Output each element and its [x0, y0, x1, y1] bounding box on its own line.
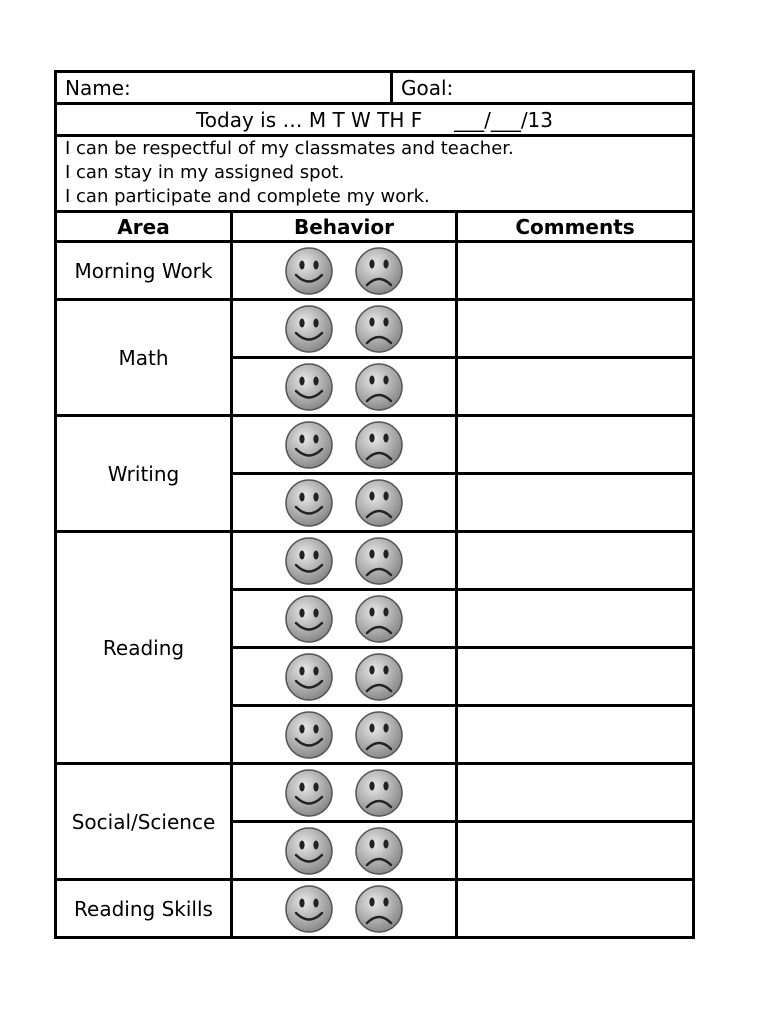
- area-label: Writing: [56, 416, 232, 532]
- goal-statement: I can be respectful of my classmates and teacher.: [65, 138, 514, 159]
- area-label: Reading Skills: [56, 880, 232, 938]
- comments-cell[interactable]: [457, 764, 694, 822]
- frowny-face-icon[interactable]: [354, 884, 404, 934]
- area-label: Math: [56, 300, 232, 416]
- smiley-face-icon[interactable]: [284, 304, 334, 354]
- today-row: [56, 104, 694, 136]
- frowny-face-icon[interactable]: [354, 246, 404, 296]
- goal-label: Goal:: [401, 75, 454, 100]
- smiley-face-icon[interactable]: [284, 246, 334, 296]
- goals-box: [56, 136, 694, 212]
- name-label: Name:: [65, 75, 131, 100]
- table-row: [56, 416, 694, 474]
- smiley-face-icon[interactable]: [284, 884, 334, 934]
- smiley-face-icon[interactable]: [284, 826, 334, 876]
- behavior-chart-sheet: [54, 70, 692, 939]
- behavior-cell: [232, 300, 457, 358]
- comments-cell[interactable]: [457, 358, 694, 416]
- smiley-face-icon[interactable]: [284, 420, 334, 470]
- smiley-face-icon[interactable]: [284, 362, 334, 412]
- frowny-face-icon[interactable]: [354, 826, 404, 876]
- comments-cell[interactable]: [457, 706, 694, 764]
- smiley-face-icon[interactable]: [284, 652, 334, 702]
- frowny-face-icon[interactable]: [354, 304, 404, 354]
- area-label: Social/Science: [56, 764, 232, 880]
- comments-cell[interactable]: [457, 590, 694, 648]
- behavior-cell: [232, 474, 457, 532]
- table-row: [56, 300, 694, 358]
- column-header-comments: Comments: [457, 212, 694, 242]
- comments-cell[interactable]: [457, 648, 694, 706]
- behavior-cell: [232, 416, 457, 474]
- comments-cell[interactable]: [457, 532, 694, 590]
- frowny-face-icon[interactable]: [354, 768, 404, 818]
- comments-cell[interactable]: [457, 300, 694, 358]
- comments-cell[interactable]: [457, 880, 694, 938]
- behavior-cell: [232, 242, 457, 300]
- goal-field[interactable]: [392, 72, 694, 104]
- area-label: Morning Work: [56, 242, 232, 300]
- smiley-face-icon[interactable]: [284, 768, 334, 818]
- table-row: [56, 532, 694, 590]
- column-header-area: Area: [56, 212, 232, 242]
- frowny-face-icon[interactable]: [354, 420, 404, 470]
- comments-cell[interactable]: [457, 416, 694, 474]
- comments-cell[interactable]: [457, 242, 694, 300]
- smiley-face-icon[interactable]: [284, 594, 334, 644]
- table-row: [56, 242, 694, 300]
- column-header-behavior: Behavior: [232, 212, 457, 242]
- behavior-cell: [232, 532, 457, 590]
- smiley-face-icon[interactable]: [284, 478, 334, 528]
- goal-statement: I can participate and complete my work.: [65, 186, 430, 207]
- comments-cell[interactable]: [457, 474, 694, 532]
- smiley-face-icon[interactable]: [284, 710, 334, 760]
- frowny-face-icon[interactable]: [354, 362, 404, 412]
- smiley-face-icon[interactable]: [284, 536, 334, 586]
- behavior-cell: [232, 880, 457, 938]
- behavior-cell: [232, 648, 457, 706]
- frowny-face-icon[interactable]: [354, 536, 404, 586]
- frowny-face-icon[interactable]: [354, 594, 404, 644]
- name-field[interactable]: [56, 72, 392, 104]
- table-row: [56, 880, 694, 938]
- behavior-table: [54, 210, 695, 939]
- behavior-cell: [232, 358, 457, 416]
- frowny-face-icon[interactable]: [354, 710, 404, 760]
- area-label: Reading: [56, 532, 232, 764]
- goal-statement: I can stay in my assigned spot.: [65, 162, 345, 183]
- comments-cell[interactable]: [457, 822, 694, 880]
- behavior-cell: [232, 590, 457, 648]
- frowny-face-icon[interactable]: [354, 652, 404, 702]
- behavior-cell: [232, 764, 457, 822]
- today-text: Today is … M T W TH F ___/___/13: [195, 107, 554, 132]
- table-row: [56, 764, 694, 822]
- behavior-cell: [232, 706, 457, 764]
- behavior-cell: [232, 822, 457, 880]
- header-table: [54, 70, 695, 213]
- frowny-face-icon[interactable]: [354, 478, 404, 528]
